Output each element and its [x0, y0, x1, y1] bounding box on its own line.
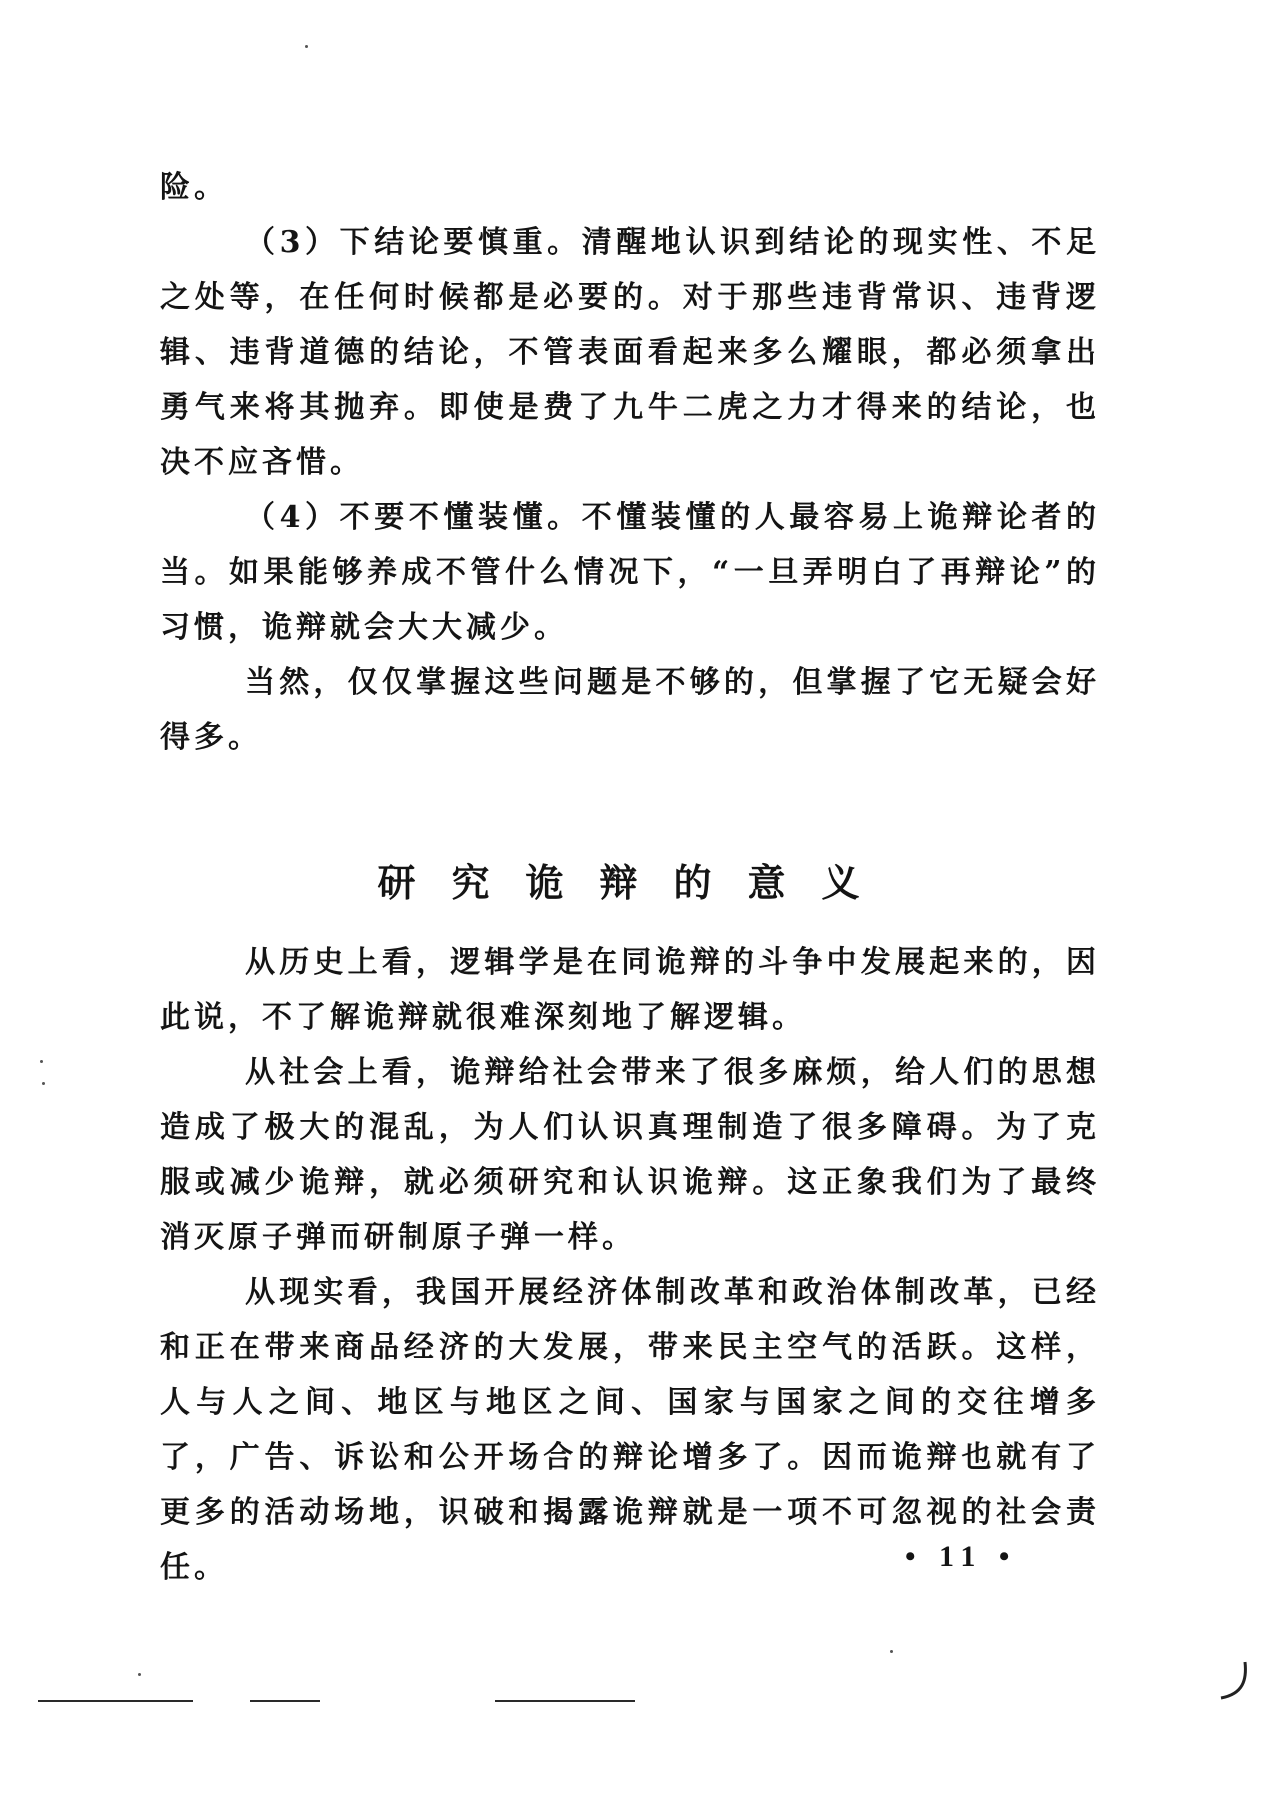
section-heading: 研究诡辩的意义	[377, 861, 896, 905]
paragraph-conclusion: 当然，仅仅掌握这些问题是不够的，但掌握了它无疑会好得多。	[160, 665, 1100, 755]
scan-speck	[42, 1082, 45, 1085]
scan-artifact-line	[38, 1700, 193, 1702]
scan-speck	[890, 1650, 893, 1653]
paragraph-continuation: 险。	[160, 170, 228, 205]
page-number: • 11 •	[905, 1540, 1018, 1573]
paragraph-point-4: （4）不要不懂装懂。不懂装懂的人最容易上诡辩论者的当。如果能够养成不管什么情况下，“一旦弄明白了再辩论”的习惯，诡辩就会大大减少。	[160, 500, 1100, 645]
paragraph-history: 从历史上看，逻辑学是在同诡辩的斗争中发展起来的，因此说，不了解诡辩就很难深刻地了解逻辑。	[160, 945, 1100, 1035]
scan-speck	[305, 45, 308, 48]
scan-speck	[138, 1673, 141, 1676]
section-text-block	[160, 935, 1100, 1595]
paragraph-point-3: （3）下结论要慎重。清醒地认识到结论的现实性、不足之处等，在任何时候都是必要的。对于那些违背常识、违背逻辑、违背道德的结论，不管表面看起来多么耀眼，都必须拿出勇气来将其抛弃。即使是费了九牛二虎之力才得来的结论，也决不应吝惜。	[160, 225, 1100, 480]
scan-artifact-line	[495, 1700, 635, 1702]
top-text-block	[160, 160, 1100, 765]
scan-artifact-line	[250, 1700, 320, 1702]
scan-speck	[40, 1060, 43, 1063]
page-curl-mark	[1215, 1660, 1255, 1700]
paragraph-society: 从社会上看，诡辩给社会带来了很多麻烦，给人们的思想造成了极大的混乱，为人们认识真理制造了很多障碍。为了克服或减少诡辩，就必须研究和认识诡辩。这正象我们为了最终消灭原子弹而研制原子弹一样。	[160, 1055, 1100, 1255]
paragraph-reality: 从现实看，我国开展经济体制改革和政治体制改革，已经和正在带来商品经济的大发展，带来民主空气的活跃。这样，人与人之间、地区与地区之间、国家与国家之间的交往增多了，广告、诉讼和公开场合的辩论增多了。因而诡辩也就有了更多的活动场地，识破和揭露诡辩就是一项不可忽视的社会责任。	[160, 1275, 1100, 1585]
